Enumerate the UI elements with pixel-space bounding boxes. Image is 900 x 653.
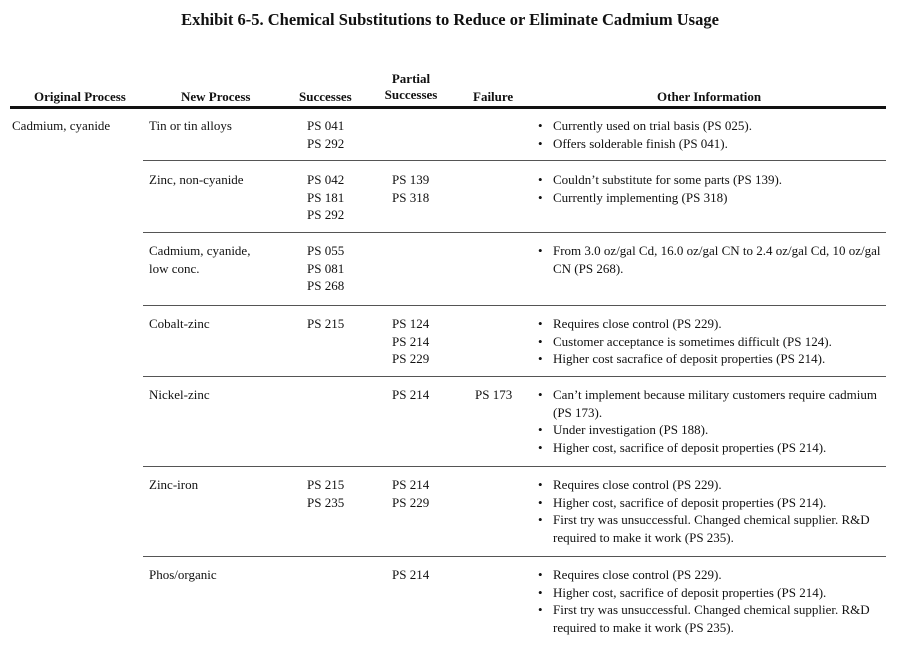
info-bullet-item: • Customer acceptance is sometimes difficult (PS 124). (536, 333, 888, 351)
other-information-cell (536, 386, 888, 456)
partial-successes-cell-line: PS 229 (392, 351, 430, 366)
other-information-cell (536, 476, 888, 546)
partial-successes-cell-line: PS 139 (392, 172, 430, 187)
row-separator (143, 232, 886, 233)
info-bullet-item: • Offers solderable finish (PS 041). (536, 135, 888, 153)
successes-cell-line: PS 041 (307, 118, 345, 133)
partial-successes-cell-line: PS 214 (392, 387, 430, 402)
row-separator (143, 556, 886, 557)
info-bullet-item: • Couldn’t substitute for some parts (PS 139). (536, 171, 888, 189)
new-process-cell (149, 242, 250, 277)
info-bullet-item: • Currently used on trial basis (PS 025). (536, 117, 888, 135)
successes-cell-line: PS 292 (307, 135, 345, 151)
header-failure: Failure (473, 89, 514, 104)
info-list (536, 315, 888, 368)
info-bullet-item: • Under investigation (PS 188). (536, 421, 888, 439)
successes-cell-line: PS 215 (307, 477, 345, 492)
successes-cell-line: PS 235 (307, 494, 345, 510)
info-list (536, 117, 888, 152)
successes-cell-line: PS 292 (307, 207, 345, 222)
info-bullet-item: • Can’t implement because military customers require cadmium (PS 173). (536, 386, 888, 421)
info-list (536, 476, 888, 546)
partial-successes-cell (392, 566, 429, 584)
info-bullet-item: • Requires close control (PS 229). (536, 566, 888, 584)
info-bullet-item: • Higher cost, sacrifice of deposit properties (PS 214). (536, 584, 888, 602)
header-partial-line1: Partial (391, 71, 431, 86)
new-process-cell-line: Tin or tin alloys (149, 118, 232, 133)
info-bullet-item: • Requires close control (PS 229). (536, 315, 888, 333)
new-process-cell-line: Zinc-iron (149, 477, 199, 492)
new-process-cell (149, 386, 210, 404)
partial-successes-cell-line: PS 229 (392, 494, 430, 510)
row-separator (143, 305, 886, 306)
row-separator (143, 160, 886, 161)
partial-successes-cell-line: PS 124 (392, 316, 430, 331)
new-process-cell (149, 117, 232, 135)
info-bullet-item: • Higher cost sacrafice of deposit properties (PS 214). (536, 350, 888, 368)
info-bullet-item: • Requires close control (PS 229). (536, 476, 888, 494)
successes-cell-line: PS 055 (307, 243, 345, 258)
info-list (536, 386, 888, 456)
new-process-cell (149, 171, 244, 189)
info-bullet-item: • First try was unsuccessful. Changed chemical supplier. R&D required to make it work (PS 235). (536, 511, 888, 546)
row-separator (143, 466, 886, 467)
failure-cell (475, 386, 512, 404)
successes-cell-line: PS 268 (307, 278, 345, 293)
successes-cell (307, 171, 344, 224)
new-process-cell-line: Cobalt-zinc (149, 316, 210, 331)
new-process-cell-line: Nickel-zinc (149, 387, 210, 402)
other-information-cell (536, 242, 888, 277)
successes-cell (307, 117, 344, 152)
header-rule (10, 106, 886, 109)
new-process-cell-line: Zinc, non-cyanide (149, 172, 244, 187)
info-list (536, 171, 888, 206)
row-separator (143, 376, 886, 377)
new-process-cell-line: Phos/organic (149, 567, 217, 582)
info-list (536, 566, 888, 636)
successes-cell-line: PS 042 (307, 172, 345, 187)
partial-successes-cell-line: PS 318 (392, 189, 430, 205)
info-list (536, 242, 888, 277)
info-bullet-item: • Currently implementing (PS 318) (536, 189, 888, 207)
successes-cell (307, 315, 344, 333)
new-process-cell (149, 315, 210, 333)
partial-successes-cell-line: PS 214 (392, 333, 430, 349)
info-bullet-item: • First try was unsuccessful. Changed chemical supplier. R&D required to make it work (PS 235). (536, 601, 888, 636)
new-process-cell-line: Cadmium, cyanide, (149, 243, 251, 258)
partial-successes-cell-line: PS 214 (392, 567, 430, 582)
header-partial-successes (376, 71, 446, 103)
header-other-information: Other Information (657, 89, 762, 104)
new-process-cell (149, 476, 198, 494)
partial-successes-cell (392, 315, 429, 368)
new-process-cell-line: low conc. (149, 260, 200, 276)
header-new-process: New Process (181, 89, 251, 104)
other-information-cell (536, 117, 888, 152)
partial-successes-cell (392, 476, 429, 511)
successes-cell-line: PS 215 (307, 316, 345, 331)
other-information-cell (536, 315, 888, 368)
header-partial-line2: Successes (384, 87, 438, 102)
info-bullet-item: • Higher cost, sacrifice of deposit properties (PS 214). (536, 439, 888, 457)
header-successes: Successes (299, 89, 352, 104)
other-information-cell (536, 171, 888, 206)
partial-successes-cell (392, 386, 429, 404)
failure-cell-line: PS 173 (475, 387, 513, 402)
successes-cell-line: PS 181 (307, 189, 345, 205)
other-information-cell (536, 566, 888, 636)
info-bullet-item: • Higher cost, sacrifice of deposit properties (PS 214). (536, 494, 888, 512)
exhibit-title: Exhibit 6-5. Chemical Substitutions to Reduce or Eliminate Cadmium Usage (181, 10, 719, 29)
new-process-cell (149, 566, 217, 584)
partial-successes-cell-line: PS 214 (392, 477, 430, 492)
successes-cell (307, 242, 344, 295)
info-bullet-item: • From 3.0 oz/gal Cd, 16.0 oz/gal CN to 2.4 oz/gal Cd, 10 oz/gal CN (PS 268). (536, 242, 888, 277)
successes-cell-line: PS 081 (307, 260, 345, 276)
original-process-cell: Cadmium, cyanide (12, 118, 111, 133)
partial-successes-cell (392, 171, 429, 206)
successes-cell (307, 476, 344, 511)
header-original-process: Original Process (34, 89, 126, 104)
